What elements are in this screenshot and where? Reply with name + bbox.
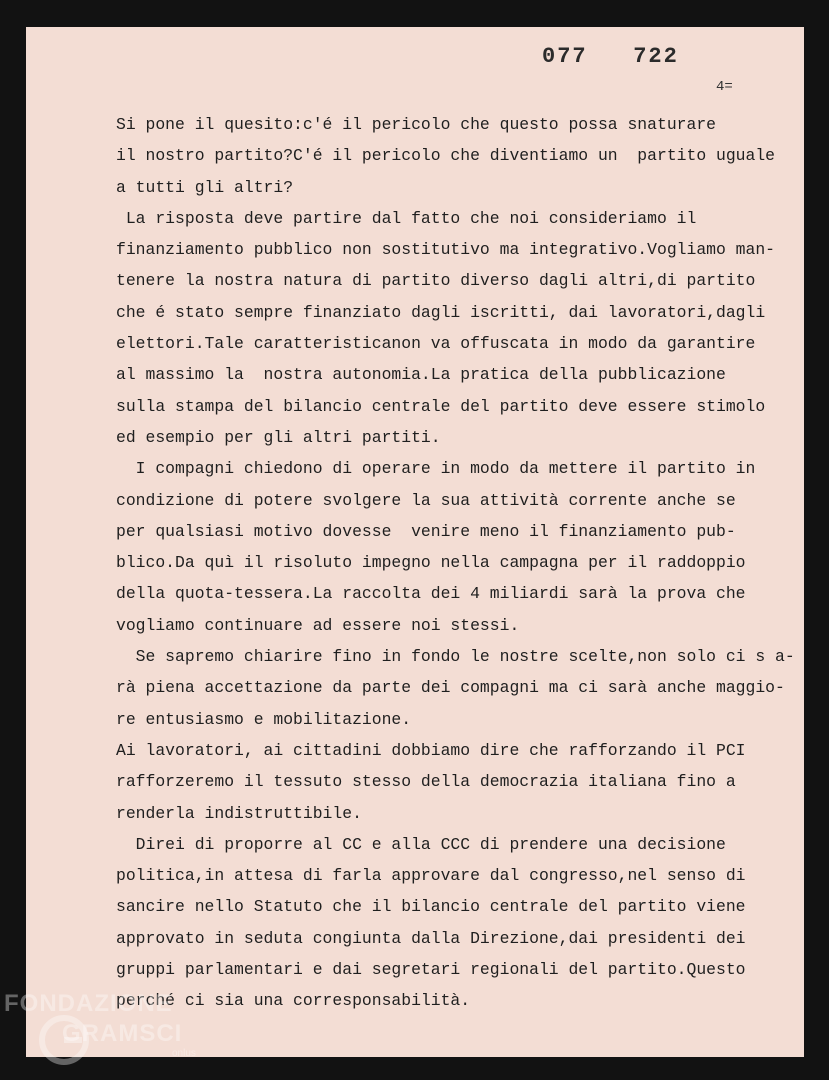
document-page	[26, 27, 804, 1057]
text-line: La risposta deve partire dal fatto che noi consideriamo il	[116, 208, 697, 228]
watermark-line1: FONDAZIONE	[4, 990, 173, 1017]
text-line: Se sapremo chiarire fino in fondo le nostre scelte,non solo ci s a-	[116, 647, 795, 667]
text-line: renderla indistruttibile.	[116, 803, 362, 823]
text-line: finanziamento pubblico non sostitutivo ma integrativo.Vogliamo man-	[116, 240, 776, 260]
text-line: della quota-tessera.La raccolta dei 4 miliardi sarà la prova che	[116, 584, 746, 604]
text-line: condizione di potere svolgere la sua attività corrente anche se	[116, 490, 736, 510]
text-line: blico.Da quì il risoluto impegno nella campagna per il raddoppio	[116, 553, 746, 573]
text-line: politica,in attesa di farla approvare dal congresso,nel senso di	[116, 866, 746, 886]
text-line: Direi di proporre al CC e alla CCC di prendere una decisione	[116, 834, 726, 854]
text-line: perché ci sia una corresponsabilità.	[116, 991, 471, 1011]
text-line: rà piena accettazione da parte dei compagni ma ci sarà anche maggio-	[116, 678, 785, 698]
text-line: che é stato sempre finanziato dagli iscritti, dai lavoratori,dagli	[116, 302, 766, 322]
text-line: a tutti gli altri?	[116, 177, 294, 197]
archive-number: 077 722	[542, 44, 679, 69]
document-body	[116, 109, 796, 1017]
text-line: sancire nello Statuto che il bilancio centrale del partito viene	[116, 897, 746, 917]
text-line: rafforzeremo il tessuto stesso della democrazia italiana fino a	[116, 772, 736, 792]
text-line: elettori.Tale caratteristicanon va offuscata in modo da garantire	[116, 334, 756, 354]
text-line: approvato in seduta congiunta dalla Direzione,dai presidenti dei	[116, 928, 746, 948]
text-line: sulla stampa del bilancio centrale del partito deve essere stimolo	[116, 396, 766, 416]
text-line: gruppi parlamentari e dai segretari regionali del partito.Questo	[116, 960, 746, 980]
text-line: il nostro partito?C'é il pericolo che diventiamo un partito uguale	[116, 146, 776, 166]
watermark-line2: GRAMSCI	[62, 1020, 183, 1047]
text-line: tenere la nostra natura di partito diverso dagli altri,di partito	[116, 271, 756, 291]
text-line: ed esempio per gli altri partiti.	[116, 427, 441, 447]
text-line: vogliamo continuare ad essere noi stessi.	[116, 615, 520, 635]
text-line: per qualsiasi motivo dovesse venire meno il finanziamento pub-	[116, 521, 736, 541]
text-line: re entusiasmo e mobilitazione.	[116, 709, 412, 729]
text-line: I compagni chiedono di operare in modo da mettere il partito in	[116, 459, 756, 479]
text-line: Ai lavoratori, ai cittadini dobbiamo dire che rafforzando il PCI	[116, 740, 746, 760]
text-line: Si pone il quesito:c'é il pericolo che questo possa snaturare	[116, 115, 716, 134]
text-line: al massimo la nostra autonomia.La pratica della pubblicazione	[116, 365, 726, 385]
page-number: 4=	[716, 79, 733, 95]
watermark-line3: onlus	[172, 1048, 196, 1059]
